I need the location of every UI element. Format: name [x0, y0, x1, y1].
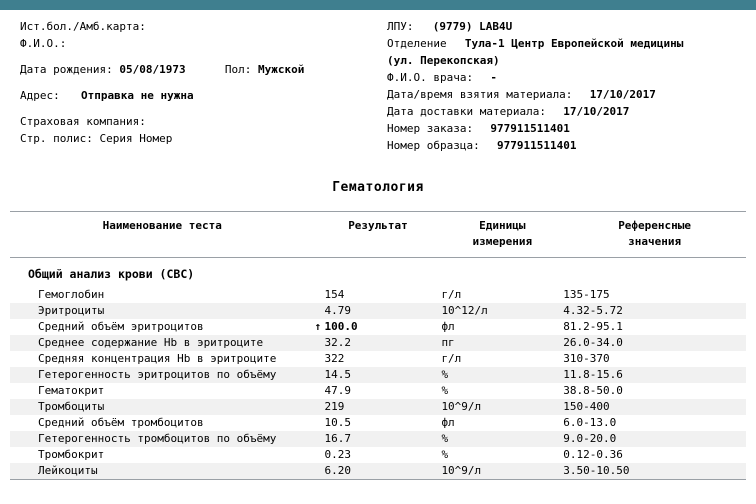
collection-datetime-value: 17/10/2017 [589, 88, 656, 101]
results-rows [10, 287, 746, 479]
cell-result [315, 367, 442, 383]
cell-result [315, 319, 442, 335]
table-row [10, 287, 746, 303]
header-units-line1: Единицы [479, 219, 526, 232]
cell-test-name: Средний объём тромбоцитов [38, 416, 204, 429]
cell-result-value: 10.5 [324, 416, 352, 429]
cell-result [315, 399, 442, 415]
cell-result [315, 431, 442, 447]
patient-info-column [10, 18, 385, 154]
sample-number-label: Номер образца: [387, 139, 480, 152]
cell-reference-range: 11.8-15.6 [563, 368, 623, 381]
cell-test-name: Средняя концентрация Hb в эритроците [38, 352, 277, 365]
cell-result-value: 0.23 [324, 448, 352, 461]
cell-units: 10^9/л [441, 400, 482, 413]
patient-name-label: Ф.И.О.: [20, 37, 67, 50]
section-title: Гематология [332, 180, 424, 195]
birth-date-value: 05/08/1973 [119, 63, 186, 76]
department-value-line2: (ул. Перекопская) [387, 54, 500, 67]
department-line [387, 35, 746, 52]
header-units-line2: измерения [472, 235, 533, 248]
table-row [10, 351, 746, 367]
cell-reference-range: 4.32-5.72 [563, 304, 623, 317]
cell-result-value: 4.79 [324, 304, 352, 317]
cell-result-value: 47.9 [324, 384, 352, 397]
department-label: Отделение [387, 37, 447, 50]
cell-test-name: Гетерогенность эритроцитов по объёму [38, 368, 277, 381]
report-page [0, 18, 756, 480]
cell-result-value: 322 [324, 352, 345, 365]
cell-result-value: 6.20 [324, 464, 352, 477]
card-number-label: Ист.бол./Амб.карта: [20, 20, 146, 33]
table-row [10, 303, 746, 319]
cell-result-value: 100.0 [324, 320, 358, 333]
address-line [20, 87, 385, 104]
cell-reference-range: 6.0-13.0 [563, 416, 617, 429]
delivery-date-line [387, 103, 746, 120]
header-reference-line2: значения [628, 235, 682, 248]
address-value: Отправка не нужна [81, 89, 194, 102]
doctor-label: Ф.И.О. врача: [387, 71, 474, 84]
cell-test-name: Эритроциты [38, 304, 105, 317]
cell-result [315, 287, 442, 303]
cell-test-name: Гематокрит [38, 384, 105, 397]
cell-units: пг [441, 336, 455, 349]
facility-info-column [385, 18, 746, 154]
department-line-2 [387, 52, 746, 69]
sex-label: Пол: [224, 63, 252, 76]
table-row [10, 319, 746, 335]
cell-test-name: Тромбоциты [38, 400, 105, 413]
order-number-label: Номер заказа: [387, 122, 474, 135]
table-row [10, 447, 746, 463]
cell-result [315, 351, 442, 367]
cell-units: фл [441, 320, 455, 333]
sample-number-line [387, 137, 746, 154]
table-row [10, 367, 746, 383]
delivery-date-label: Дата доставки материала: [387, 105, 546, 118]
cell-result-value: 32.2 [324, 336, 352, 349]
cell-reference-range: 310-370 [563, 352, 610, 365]
test-group-label: Общий анализ крови (CBC) [28, 267, 195, 281]
cell-result-value: 14.5 [324, 368, 352, 381]
cell-test-name: Гетерогенность тромбоцитов по объёму [38, 432, 277, 445]
cell-result [315, 383, 442, 399]
table-row [10, 463, 746, 479]
results-table-wrapper [10, 211, 746, 480]
order-number-value: 977911511401 [490, 122, 570, 135]
policy-label: Стр. полис: Серия Номер [20, 132, 173, 145]
cell-reference-range: 81.2-95.1 [563, 320, 623, 333]
cell-reference-range: 9.0-20.0 [563, 432, 617, 445]
header-spacer-1 [10, 235, 315, 256]
card-number-line [20, 18, 385, 35]
insurance-label: Страховая компания: [20, 115, 146, 128]
cell-reference-range: 26.0-34.0 [563, 336, 623, 349]
cell-result-value: 154 [324, 288, 345, 301]
lpu-value: (9779) LAB4U [432, 20, 513, 33]
cell-test-name: Среднее содержание Hb в эритроците [38, 336, 264, 349]
results-table [10, 212, 746, 479]
cell-result [315, 463, 442, 479]
sex-value: Мужской [257, 63, 305, 76]
cell-units: % [441, 368, 449, 381]
table-row [10, 335, 746, 351]
cell-units: г/л [441, 288, 462, 301]
insurance-line [20, 113, 385, 130]
cell-units: фл [441, 416, 455, 429]
cell-units: 10^9/л [441, 464, 482, 477]
cell-result [315, 415, 442, 431]
collection-datetime-label: Дата/время взятия материала: [387, 88, 573, 101]
cell-reference-range: 0.12-0.36 [563, 448, 623, 461]
cell-reference-range: 135-175 [563, 288, 610, 301]
patient-name-line [20, 35, 385, 52]
cell-result-value: 219 [324, 400, 345, 413]
cell-reference-range: 38.8-50.0 [563, 384, 623, 397]
birth-date-label: Дата рождения: [20, 63, 113, 76]
cell-result-value: 16.7 [324, 432, 352, 445]
address-label: Адрес: [20, 89, 60, 102]
abnormal-flag-icon: ↑ [314, 320, 322, 333]
department-value: Тула-1 Центр Европейской медицины [464, 37, 684, 50]
cell-reference-range: 3.50-10.50 [563, 464, 630, 477]
table-row [10, 415, 746, 431]
doctor-value: - [490, 71, 497, 84]
birth-sex-line [20, 61, 385, 78]
cell-test-name: Тромбокрит [38, 448, 105, 461]
cell-result [315, 447, 442, 463]
cell-units: % [441, 432, 449, 445]
doctor-line [387, 69, 746, 86]
cell-test-name: Лейкоциты [38, 464, 98, 477]
test-group-row [10, 258, 746, 288]
table-header-row-1 [10, 212, 746, 235]
order-number-line [387, 120, 746, 137]
cell-test-name: Гемоглобин [38, 288, 105, 301]
header-spacer-2 [315, 235, 442, 256]
cell-units: г/л [441, 352, 462, 365]
policy-line [20, 130, 385, 147]
table-row [10, 399, 746, 415]
report-header [10, 18, 746, 154]
top-accent-bar [0, 0, 756, 10]
cell-test-name: Средний объём эритроцитов [38, 320, 204, 333]
cell-units: % [441, 384, 449, 397]
lpu-line [387, 18, 746, 35]
header-result: Результат [348, 219, 408, 232]
table-header-row-2 [10, 235, 746, 256]
lpu-label: ЛПУ: [387, 20, 414, 33]
cell-reference-range: 150-400 [563, 400, 610, 413]
collection-datetime-line [387, 86, 746, 103]
header-reference-line1: Референсные [618, 219, 692, 232]
table-row [10, 383, 746, 399]
cell-result [315, 303, 442, 319]
header-test-name: Наименование теста [102, 219, 222, 232]
sample-number-value: 977911511401 [496, 139, 577, 152]
cell-result [315, 335, 442, 351]
table-row [10, 431, 746, 447]
delivery-date-value: 17/10/2017 [563, 105, 630, 118]
cell-units: 10^12/л [441, 304, 488, 317]
cell-units: % [441, 448, 449, 461]
